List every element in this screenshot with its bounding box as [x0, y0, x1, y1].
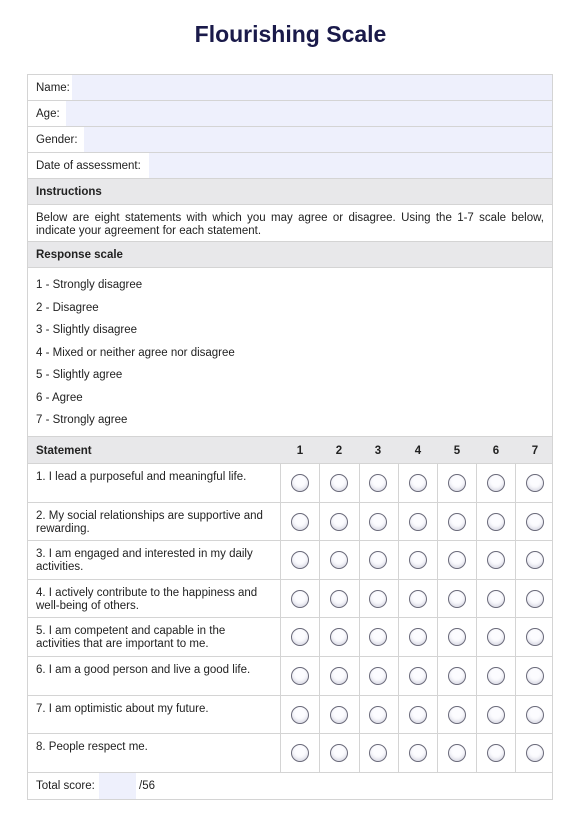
instructions-text: Below are eight statements with which you may agree or disagree. Using the 1-7 scale below, indicate your agreement for each statement.: [28, 205, 552, 242]
rating-radio-1[interactable]: [291, 706, 309, 724]
grid-divider: [398, 734, 399, 772]
rating-radio-3[interactable]: [369, 590, 387, 608]
statement-row: [28, 503, 552, 542]
age-input[interactable]: [66, 101, 552, 126]
response-scale-heading-row: [28, 242, 552, 268]
scale-number-5: 5: [453, 445, 461, 457]
rating-radio-2[interactable]: [330, 744, 348, 762]
scale-item: 1 - Strongly disagree: [36, 279, 143, 291]
grid-divider: [515, 618, 516, 656]
grid-divider: [476, 580, 477, 618]
scale-item: 3 - Slightly disagree: [36, 324, 137, 336]
rating-radio-7[interactable]: [526, 551, 544, 569]
rating-radio-4[interactable]: [409, 474, 427, 492]
rating-radio-1[interactable]: [291, 513, 309, 531]
grid-divider: [515, 696, 516, 734]
rating-radio-7[interactable]: [526, 628, 544, 646]
statement-text: 4. I actively contribute to the happiness and well-being of others.: [36, 586, 258, 612]
response-scale-list: [28, 268, 552, 437]
rating-radio-6[interactable]: [487, 513, 505, 531]
total-score-max: /56: [139, 779, 155, 792]
grid-divider: [437, 464, 438, 502]
rating-radio-6[interactable]: [487, 474, 505, 492]
grid-divider: [398, 696, 399, 734]
rating-radio-5[interactable]: [448, 513, 466, 531]
grid-divider: [398, 618, 399, 656]
grid-divider: [437, 696, 438, 734]
rating-radio-4[interactable]: [409, 590, 427, 608]
rating-radio-1[interactable]: [291, 551, 309, 569]
grid-divider: [398, 464, 399, 502]
grid-divider: [515, 503, 516, 541]
grid-divider: [319, 580, 320, 618]
grid-divider: [280, 580, 281, 618]
statement-heading: Statement: [36, 445, 92, 457]
rating-radio-5[interactable]: [448, 551, 466, 569]
rating-radio-2[interactable]: [330, 513, 348, 531]
scale-item: 7 - Strongly agree: [36, 414, 128, 426]
rating-radio-6[interactable]: [487, 590, 505, 608]
rating-radio-5[interactable]: [448, 590, 466, 608]
grid-divider: [319, 618, 320, 656]
grid-divider: [280, 541, 281, 579]
grid-divider: [280, 734, 281, 772]
statement-row: [28, 464, 552, 503]
rating-radio-3[interactable]: [369, 706, 387, 724]
rating-radio-5[interactable]: [448, 744, 466, 762]
date-input[interactable]: [149, 153, 552, 178]
statement-text: 2. My social relationships are supportive and rewarding.: [36, 509, 263, 535]
rating-radio-4[interactable]: [409, 628, 427, 646]
rating-radio-2[interactable]: [330, 706, 348, 724]
grid-divider: [437, 580, 438, 618]
scale-item: 4 - Mixed or neither agree nor disagree: [36, 347, 235, 359]
scale-number-7: 7: [531, 445, 539, 457]
statement-row: [28, 734, 552, 773]
rating-radio-2[interactable]: [330, 551, 348, 569]
statement-row: [28, 541, 552, 580]
rating-radio-2[interactable]: [330, 590, 348, 608]
scale-number-4: 4: [414, 445, 422, 457]
rating-radio-4[interactable]: [409, 551, 427, 569]
rating-radio-4[interactable]: [409, 513, 427, 531]
age-row: [28, 101, 552, 127]
rating-radio-3[interactable]: [369, 667, 387, 685]
rating-radio-6[interactable]: [487, 744, 505, 762]
grid-divider: [515, 464, 516, 502]
statement-text: 6. I am a good person and live a good life.: [36, 663, 251, 676]
rating-radio-5[interactable]: [448, 706, 466, 724]
gender-input[interactable]: [84, 127, 552, 152]
rating-radio-1[interactable]: [291, 744, 309, 762]
rating-radio-3[interactable]: [369, 474, 387, 492]
scale-number-1: 1: [296, 445, 304, 457]
grid-divider: [476, 696, 477, 734]
grid-divider: [359, 503, 360, 541]
grid-divider: [319, 503, 320, 541]
grid-divider: [398, 580, 399, 618]
grid-divider: [437, 618, 438, 656]
name-label: Name:: [36, 82, 70, 94]
rating-radio-6[interactable]: [487, 628, 505, 646]
rating-radio-6[interactable]: [487, 706, 505, 724]
rating-radio-7[interactable]: [526, 744, 544, 762]
name-row: [28, 75, 552, 101]
grid-divider: [319, 657, 320, 695]
scale-item: 2 - Disagree: [36, 302, 99, 314]
statement-row: [28, 618, 552, 657]
grid-divider: [437, 541, 438, 579]
grid-divider: [319, 541, 320, 579]
grid-divider: [515, 580, 516, 618]
rating-radio-1[interactable]: [291, 590, 309, 608]
statement-text: 5. I am competent and capable in the activities that are important to me.: [36, 625, 226, 651]
rating-radio-7[interactable]: [526, 667, 544, 685]
date-row: [28, 153, 552, 179]
rating-radio-7[interactable]: [526, 706, 544, 724]
scale-item: 6 - Agree: [36, 392, 83, 404]
rating-radio-3[interactable]: [369, 744, 387, 762]
gender-label: Gender:: [36, 134, 78, 146]
grid-divider: [359, 657, 360, 695]
scale-number-3: 3: [374, 445, 382, 457]
grid-divider: [515, 541, 516, 579]
rating-radio-5[interactable]: [448, 628, 466, 646]
rating-radio-3[interactable]: [369, 551, 387, 569]
statement-row: [28, 580, 552, 619]
grid-divider: [280, 503, 281, 541]
rating-radio-3[interactable]: [369, 628, 387, 646]
grid-divider: [280, 657, 281, 695]
grid-divider: [359, 580, 360, 618]
statement-header-row: [28, 437, 552, 464]
grid-divider: [398, 541, 399, 579]
rating-radio-7[interactable]: [526, 590, 544, 608]
grid-divider: [476, 657, 477, 695]
scale-number-2: 2: [335, 445, 343, 457]
grid-divider: [319, 464, 320, 502]
grid-divider: [280, 618, 281, 656]
grid-divider: [319, 734, 320, 772]
rating-radio-1[interactable]: [291, 474, 309, 492]
grid-divider: [476, 464, 477, 502]
rating-radio-1[interactable]: [291, 667, 309, 685]
statement-text: 7. I am optimistic about my future.: [36, 702, 209, 715]
assessment-form: [27, 74, 553, 800]
grid-divider: [476, 734, 477, 772]
rating-radio-4[interactable]: [409, 706, 427, 724]
rating-radio-4[interactable]: [409, 744, 427, 762]
instructions-heading-row: [28, 179, 552, 205]
total-score-input[interactable]: [99, 773, 136, 799]
rating-radio-7[interactable]: [526, 474, 544, 492]
grid-divider: [398, 657, 399, 695]
rating-radio-3[interactable]: [369, 513, 387, 531]
grid-divider: [476, 503, 477, 541]
instructions-heading: Instructions: [36, 186, 102, 198]
name-input[interactable]: [72, 75, 552, 100]
grid-divider: [476, 618, 477, 656]
rating-radio-6[interactable]: [487, 667, 505, 685]
rating-radio-2[interactable]: [330, 474, 348, 492]
rating-radio-5[interactable]: [448, 667, 466, 685]
gender-row: [28, 127, 552, 153]
grid-divider: [437, 503, 438, 541]
rating-radio-5[interactable]: [448, 474, 466, 492]
grid-divider: [359, 541, 360, 579]
rating-radio-1[interactable]: [291, 628, 309, 646]
statement-row: [28, 696, 552, 735]
statement-row: [28, 657, 552, 696]
statement-text: 8. People respect me.: [36, 741, 148, 754]
grid-divider: [437, 657, 438, 695]
page-title: Flourishing Scale: [194, 21, 387, 47]
grid-divider: [359, 464, 360, 502]
rating-radio-7[interactable]: [526, 513, 544, 531]
rating-radio-2[interactable]: [330, 628, 348, 646]
rating-radio-2[interactable]: [330, 667, 348, 685]
total-score-label: Total score:: [36, 779, 95, 792]
grid-divider: [398, 503, 399, 541]
grid-divider: [515, 657, 516, 695]
grid-divider: [280, 464, 281, 502]
grid-divider: [476, 541, 477, 579]
grid-divider: [280, 696, 281, 734]
grid-divider: [359, 734, 360, 772]
response-scale-heading: Response scale: [36, 249, 123, 261]
rating-radio-6[interactable]: [487, 551, 505, 569]
age-label: Age:: [36, 108, 60, 120]
grid-divider: [515, 734, 516, 772]
grid-divider: [437, 734, 438, 772]
rating-radio-4[interactable]: [409, 667, 427, 685]
grid-divider: [359, 696, 360, 734]
scale-number-6: 6: [492, 445, 500, 457]
grid-divider: [319, 696, 320, 734]
total-score-row: [28, 773, 552, 799]
scale-item: 5 - Slightly agree: [36, 369, 123, 381]
statement-text: 1. I lead a purposeful and meaningful life.: [36, 471, 247, 483]
date-label: Date of assessment:: [36, 160, 141, 172]
statement-text: 3. I am engaged and interested in my daily activities.: [36, 548, 253, 574]
grid-divider: [359, 618, 360, 656]
